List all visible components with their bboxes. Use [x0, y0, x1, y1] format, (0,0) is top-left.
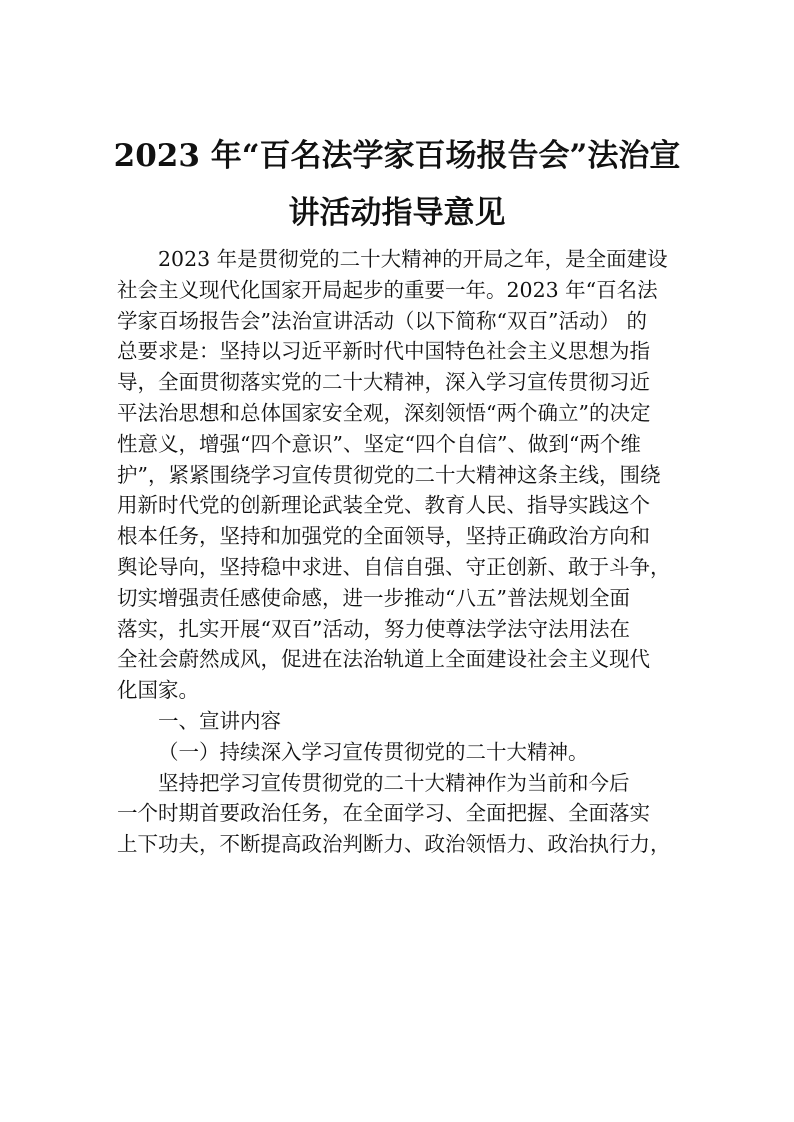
paragraph-line: 根本任务，坚持和加强党的全面领导，坚持正确政治方向和	[117, 524, 650, 549]
paragraph-line: 平法治思想和总体国家安全观，深刻领悟“两个确立”的决定	[117, 400, 651, 425]
paragraph-line: 一个时期首要政治任务，在全面学习、全面把握、全面落实	[117, 801, 650, 826]
paragraph-line: 护”，紧紧围绕学习宣传贯彻党的二十大精神这条主线，围绕	[117, 462, 661, 487]
paragraph-line: 2023 年是贯彻党的二十大精神的开局之年，是全面建设	[158, 247, 668, 271]
paragraph-line: 总要求是：坚持以习近平新时代中国特色社会主义思想为指	[117, 339, 650, 364]
paragraph-line: 全社会蔚然成风，促进在法治轨道上全面建设社会主义现代	[117, 647, 650, 672]
document-title-line-2: 讲活动指导意见	[288, 195, 506, 231]
paragraph-line: 切实增强责任感使命感，进一步推动“八五”普法规划全面	[117, 585, 630, 610]
paragraph-line: 舆论导向，坚持稳中求进、自信自强、守正创新、敢于斗争，	[117, 554, 671, 579]
document-title-line-1: 2023 年“百名法学家百场报告会”法治宣	[113, 138, 681, 174]
subsection-heading: （一）持续深入学习宣传贯彻党的二十大精神。	[158, 739, 589, 764]
paragraph-line: 学家百场报告会”法治宣讲活动（以下简称“双百”活动） 的	[117, 308, 647, 333]
document-body	[117, 244, 687, 860]
paragraph-line: 上下功夫，不断提高政治判断力、政治领悟力、政治执行力，	[117, 832, 671, 857]
paragraph-line: 落实，扎实开展“双百”活动，努力使尊法学法守法用法在	[117, 616, 630, 641]
paragraph-line: 化国家。	[117, 678, 199, 703]
paragraph-line: 用新时代党的创新理论武装全党、教育人民、指导实践这个	[117, 493, 650, 518]
paragraph-line: 导，全面贯彻落实党的二十大精神，深入学习宣传贯彻习近	[117, 370, 650, 395]
paragraph-line: 性意义，增强“四个意识”、坚定“四个自信”、做到“两个维	[117, 431, 641, 456]
paragraph-line: 社会主义现代化国家开局起步的重要一年。2023 年“百名法	[117, 277, 658, 302]
paragraph-line: 坚持把学习宣传贯彻党的二十大精神作为当前和今后	[158, 770, 630, 795]
section-heading: 一、宣讲内容	[158, 708, 281, 733]
